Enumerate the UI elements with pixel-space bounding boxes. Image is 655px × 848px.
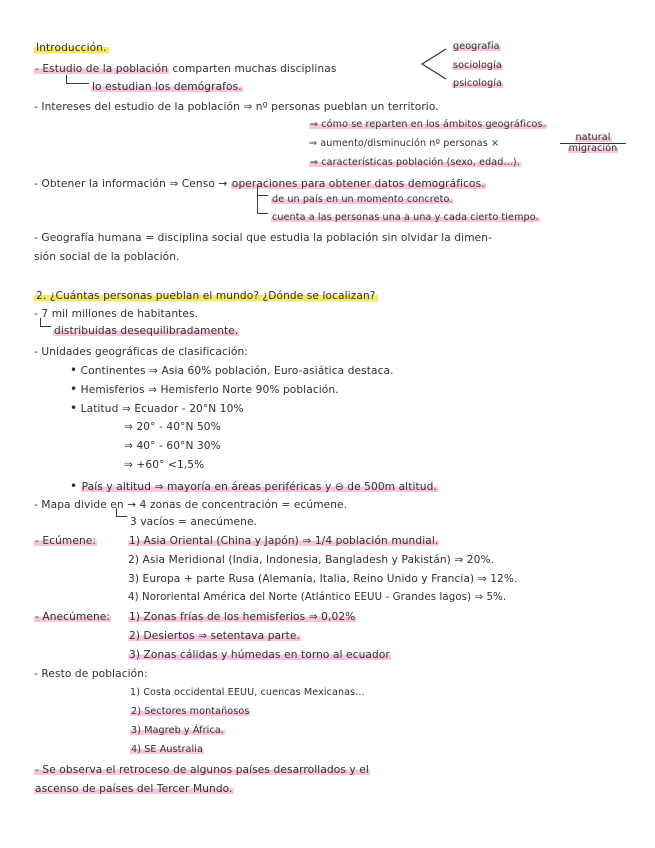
line-desequilibrada: distribuidas desequilibradamente. <box>54 325 239 337</box>
line-dimension: sión social de la población. <box>34 251 180 263</box>
ecumene-item-4: 4) Nororiental América del Norte (Atlántico EEUU - Grandes lagos) ⇒ 5%. <box>128 592 507 603</box>
line-intereses: - Intereses del estudio de la población ⇒ nº personas pueblan un territorio. <box>34 101 439 113</box>
censo-arrow-1 <box>257 186 268 196</box>
bullet-latitud: • Latitud ⇒ Ecuador - 20°N 10% <box>70 401 244 415</box>
anecumene-label: - Anecúmene: <box>35 611 111 623</box>
discipline-3: psicología <box>453 78 503 89</box>
line-caracteristicas: ⇒ características población (sexo, edad...). <box>310 157 520 168</box>
brace-arrow <box>418 46 448 84</box>
line-reparten: ⇒ cómo se reparten en los ámbitos geográficos. <box>310 119 546 130</box>
latitud-40-60: ⇒ 40° - 60°N 30% <box>124 440 221 452</box>
ecumene-label: - Ecúmene: <box>35 535 97 547</box>
anecumene-item-2: 2) Desiertos ⇒ setentava parte. <box>129 630 300 642</box>
fraction-bottom: migración <box>568 143 618 154</box>
anecumene-item-1: 1) Zonas frías de los hemisferios ⇒ 0,02% <box>129 611 356 623</box>
censo-arrow-2 <box>257 196 268 214</box>
bullet-hemisferios: • Hemisferios ⇒ Hemisferio Norte 90% población. <box>70 382 339 396</box>
resto-item-3: 3) Magreb y África. <box>131 725 224 736</box>
bullet-pais-altitud: • País y altitud ⇒ mayoría en áreas periféricas y ⊖ de 500m altitud. <box>70 479 437 493</box>
resto-label: - Resto de población: <box>34 668 148 680</box>
resto-item-4: 4) SE Australia <box>131 744 204 755</box>
latitud-20-40: ⇒ 20° - 40°N 50% <box>124 421 221 433</box>
line-geografia-humana: - Geografía humana = disciplina social que estudia la población sin olvidar la dimen- <box>34 232 492 244</box>
resto-item-2: 2) Sectores montañosos <box>131 706 250 717</box>
line-aumento: ⇒ aumento/disminución nº personas × <box>309 138 500 149</box>
fraction-top: natural <box>575 132 611 143</box>
line-retroceso: - Se observa el retroceso de algunos países desarrollados y el <box>35 764 369 776</box>
ecumene-item-1: 1) Asia Oriental (China y Japón) ⇒ 1/4 población mundial. <box>129 535 439 547</box>
resto-item-1: 1) Costa occidental EEUU, cuencas Mexicanas... <box>130 687 365 698</box>
line-unidades: - Unidades geográficas de clasificación: <box>34 346 248 358</box>
line-mapa: - Mapa divide en → 4 zonas de concentración = ecúmene. <box>34 499 348 511</box>
discipline-2: sociología <box>453 60 502 71</box>
line-estudio: - Estudio de la población comparten muchas disciplinas <box>35 63 337 75</box>
section-1-title: Introducción. <box>36 42 107 54</box>
bullet-continentes: • Continentes ⇒ Asia 60% población, Euro-asiática destaca. <box>70 363 394 377</box>
mapa-arrow <box>116 508 127 517</box>
habitantes-arrow <box>40 318 51 327</box>
line-anecumene-def: 3 vacíos = anecúmene. <box>130 516 258 528</box>
sub-arrow <box>66 75 89 84</box>
line-habitantes: - 7 mil millones de habitantes. <box>34 308 199 320</box>
line-pais: de un país en un momento concreto. <box>272 194 453 205</box>
line-ascenso: ascenso de países del Tercer Mundo. <box>35 783 233 795</box>
latitud-60: ⇒ +60° <1,5% <box>124 459 205 471</box>
line-censo: - Obtener la información ⇒ Censo → operaciones para obtener datos demográficos. <box>34 178 485 190</box>
anecumene-item-3: 3) Zonas cálidas y húmedas en torno al ecuador <box>129 649 390 661</box>
discipline-1: geografía <box>453 41 500 52</box>
section-2-title: 2. ¿Cuántas personas pueblan el mundo? ¿Dónde se localizan? <box>36 290 376 302</box>
ecumene-item-3: 3) Europa + parte Rusa (Alemania, Italia, Reino Unido y Francia) ⇒ 12%. <box>128 573 518 585</box>
line-cuenta: cuenta a las personas una a una y cada cierto tiempo. <box>272 212 539 223</box>
ecumene-item-2: 2) Asia Meridional (India, Indonesia, Bangladesh y Pakistán) ⇒ 20%. <box>128 554 495 566</box>
line-demografos: lo estudian los demógrafos. <box>92 81 242 93</box>
